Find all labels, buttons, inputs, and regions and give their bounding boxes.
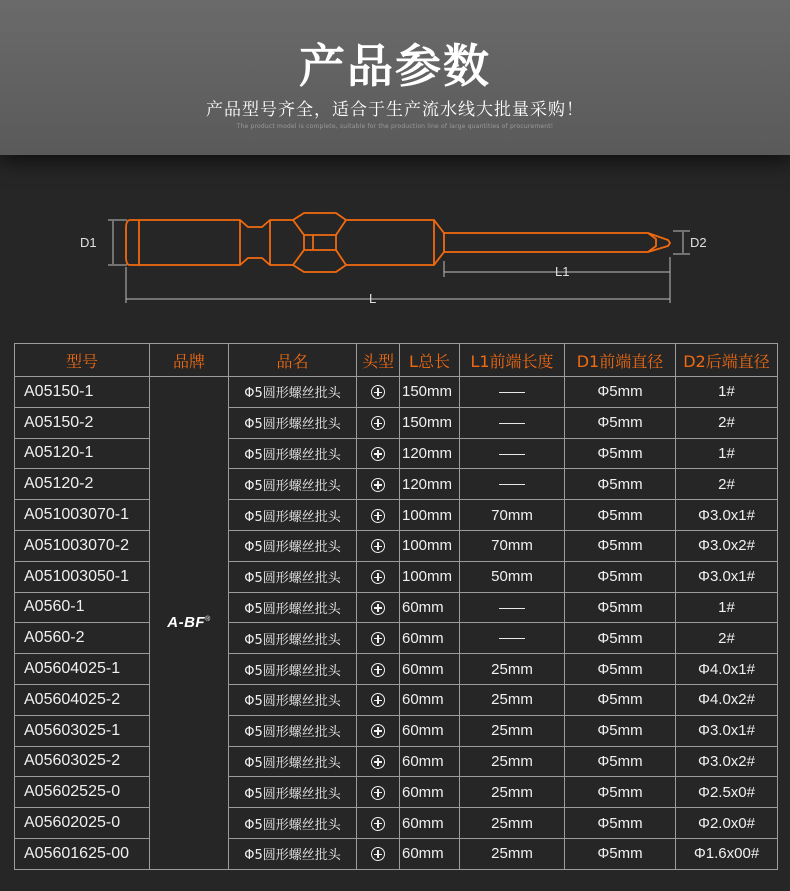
phillips-cross-icon bbox=[371, 601, 385, 615]
head-type-cell bbox=[357, 777, 400, 808]
table-row bbox=[15, 500, 778, 531]
model-cell: A051003050-1 bbox=[15, 561, 150, 592]
page-subtitle: 产品型号齐全，适合于生产流水线大批量采购！ bbox=[206, 100, 584, 120]
d1-cell: Φ5mm bbox=[565, 561, 676, 592]
table-row bbox=[15, 808, 778, 839]
empty-dash bbox=[499, 484, 525, 485]
total-length-cell: 150mm bbox=[400, 407, 460, 438]
head-type-cell bbox=[357, 438, 400, 469]
head-type-cell bbox=[357, 654, 400, 685]
l1-cell bbox=[460, 469, 565, 500]
d2-cell: 1# bbox=[676, 438, 778, 469]
l1-cell: 25mm bbox=[460, 777, 565, 808]
d1-cell: Φ5mm bbox=[565, 438, 676, 469]
phillips-cross-icon bbox=[371, 509, 385, 523]
d1-cell: Φ5mm bbox=[565, 377, 676, 408]
phillips-cross-icon bbox=[371, 447, 385, 461]
d1-cell: Φ5mm bbox=[565, 746, 676, 777]
empty-dash bbox=[499, 454, 525, 455]
model-cell: A05602525-0 bbox=[15, 777, 150, 808]
empty-dash bbox=[499, 392, 525, 393]
d2-cell: Φ4.0x2# bbox=[676, 684, 778, 715]
l1-cell: 70mm bbox=[460, 530, 565, 561]
phillips-cross-icon bbox=[371, 539, 385, 553]
total-length-cell: 60mm bbox=[400, 623, 460, 654]
product-name-cell: Φ5圆形螺丝批头 bbox=[229, 469, 357, 500]
l1-cell: 70mm bbox=[460, 500, 565, 531]
head-type-cell bbox=[357, 592, 400, 623]
table-row bbox=[15, 438, 778, 469]
empty-dash bbox=[499, 423, 525, 424]
total-length-cell: 60mm bbox=[400, 684, 460, 715]
total-length-cell: 120mm bbox=[400, 469, 460, 500]
total-length-cell: 60mm bbox=[400, 715, 460, 746]
d1-cell: Φ5mm bbox=[565, 623, 676, 654]
d2-cell: 2# bbox=[676, 407, 778, 438]
product-name-cell: Φ5圆形螺丝批头 bbox=[229, 654, 357, 685]
total-length-cell: 100mm bbox=[400, 500, 460, 531]
d2-cell: Φ3.0x2# bbox=[676, 746, 778, 777]
header-banner bbox=[0, 0, 790, 155]
table-row bbox=[15, 592, 778, 623]
model-cell: A051003070-2 bbox=[15, 530, 150, 561]
table-row bbox=[15, 407, 778, 438]
l1-cell: 50mm bbox=[460, 561, 565, 592]
diagram-label-l1: L1 bbox=[555, 264, 570, 279]
page-subtitle-english: The product model is complete, suitable for the production line of large quantities of procurement! bbox=[236, 123, 554, 130]
column-header-model: 型号 bbox=[15, 344, 150, 377]
diagram-label-d1: D1 bbox=[80, 235, 97, 250]
table-row bbox=[15, 561, 778, 592]
table-row bbox=[15, 746, 778, 777]
table-row bbox=[15, 777, 778, 808]
table-row bbox=[15, 715, 778, 746]
total-length-cell: 100mm bbox=[400, 530, 460, 561]
product-name-cell: Φ5圆形螺丝批头 bbox=[229, 407, 357, 438]
d1-cell: Φ5mm bbox=[565, 592, 676, 623]
brand-logo-text: A-BF bbox=[167, 614, 206, 632]
head-type-cell bbox=[357, 377, 400, 408]
head-type-cell bbox=[357, 838, 400, 869]
phillips-cross-icon bbox=[371, 724, 385, 738]
product-name-cell: Φ5圆形螺丝批头 bbox=[229, 746, 357, 777]
spec-table-header bbox=[15, 344, 778, 377]
phillips-cross-icon bbox=[371, 416, 385, 430]
column-header-l1: L1前端长度 bbox=[460, 344, 565, 377]
head-type-cell bbox=[357, 530, 400, 561]
d1-cell: Φ5mm bbox=[565, 777, 676, 808]
total-length-cell: 60mm bbox=[400, 746, 460, 777]
product-name-cell: Φ5圆形螺丝批头 bbox=[229, 838, 357, 869]
screwdriver-bit-drawing bbox=[0, 195, 790, 320]
total-length-cell: 120mm bbox=[400, 438, 460, 469]
d2-cell: Φ3.0x1# bbox=[676, 561, 778, 592]
d2-cell: 1# bbox=[676, 377, 778, 408]
model-cell: A05150-2 bbox=[15, 407, 150, 438]
d2-cell: 2# bbox=[676, 469, 778, 500]
model-cell: A05120-2 bbox=[15, 469, 150, 500]
l1-cell bbox=[460, 377, 565, 408]
spec-table-body bbox=[15, 377, 778, 870]
total-length-cell: 100mm bbox=[400, 561, 460, 592]
phillips-cross-icon bbox=[371, 817, 385, 831]
d1-cell: Φ5mm bbox=[565, 500, 676, 531]
d1-cell: Φ5mm bbox=[565, 684, 676, 715]
total-length-cell: 60mm bbox=[400, 654, 460, 685]
l1-cell: 25mm bbox=[460, 808, 565, 839]
page-title: 产品参数 bbox=[299, 39, 491, 93]
model-cell: A05602025-0 bbox=[15, 808, 150, 839]
head-type-cell bbox=[357, 808, 400, 839]
phillips-cross-icon bbox=[371, 632, 385, 646]
table-row bbox=[15, 377, 778, 408]
column-header-name: 品名 bbox=[229, 344, 357, 377]
table-row bbox=[15, 469, 778, 500]
total-length-cell: 60mm bbox=[400, 808, 460, 839]
model-cell: A05604025-1 bbox=[15, 654, 150, 685]
l1-cell bbox=[460, 407, 565, 438]
product-name-cell: Φ5圆形螺丝批头 bbox=[229, 530, 357, 561]
d1-cell: Φ5mm bbox=[565, 530, 676, 561]
spec-table bbox=[14, 343, 778, 870]
d2-cell: 2# bbox=[676, 623, 778, 654]
column-header-d1: D1前端直径 bbox=[565, 344, 676, 377]
d2-cell: Φ3.0x1# bbox=[676, 715, 778, 746]
head-type-cell bbox=[357, 469, 400, 500]
model-cell: A0560-1 bbox=[15, 592, 150, 623]
phillips-cross-icon bbox=[371, 786, 385, 800]
d1-cell: Φ5mm bbox=[565, 407, 676, 438]
product-name-cell: Φ5圆形螺丝批头 bbox=[229, 592, 357, 623]
l1-cell bbox=[460, 438, 565, 469]
product-name-cell: Φ5圆形螺丝批头 bbox=[229, 715, 357, 746]
model-cell: A05150-1 bbox=[15, 377, 150, 408]
head-type-cell bbox=[357, 684, 400, 715]
registered-mark: ® bbox=[205, 616, 211, 624]
d1-cell: Φ5mm bbox=[565, 715, 676, 746]
l1-cell: 25mm bbox=[460, 654, 565, 685]
model-cell: A0560-2 bbox=[15, 623, 150, 654]
table-row bbox=[15, 654, 778, 685]
bit-dimension-diagram bbox=[0, 195, 790, 320]
head-type-cell bbox=[357, 561, 400, 592]
l1-cell bbox=[460, 592, 565, 623]
total-length-cell: 60mm bbox=[400, 592, 460, 623]
product-name-cell: Φ5圆形螺丝批头 bbox=[229, 684, 357, 715]
product-name-cell: Φ5圆形螺丝批头 bbox=[229, 777, 357, 808]
table-row bbox=[15, 530, 778, 561]
phillips-cross-icon bbox=[371, 478, 385, 492]
product-name-cell: Φ5圆形螺丝批头 bbox=[229, 808, 357, 839]
total-length-cell: 60mm bbox=[400, 777, 460, 808]
l1-cell: 25mm bbox=[460, 684, 565, 715]
brand-logo bbox=[167, 614, 211, 631]
product-name-cell: Φ5圆形螺丝批头 bbox=[229, 377, 357, 408]
empty-dash bbox=[499, 608, 525, 609]
model-cell: A05601625-00 bbox=[15, 838, 150, 869]
l1-cell bbox=[460, 623, 565, 654]
total-length-cell: 150mm bbox=[400, 377, 460, 408]
head-type-cell bbox=[357, 407, 400, 438]
product-name-cell: Φ5圆形螺丝批头 bbox=[229, 561, 357, 592]
d2-cell: Φ4.0x1# bbox=[676, 654, 778, 685]
phillips-cross-icon bbox=[371, 755, 385, 769]
product-name-cell: Φ5圆形螺丝批头 bbox=[229, 623, 357, 654]
model-cell: A05604025-2 bbox=[15, 684, 150, 715]
head-type-cell bbox=[357, 623, 400, 654]
column-header-brand: 品牌 bbox=[150, 344, 229, 377]
phillips-cross-icon bbox=[371, 663, 385, 677]
d1-cell: Φ5mm bbox=[565, 654, 676, 685]
diagram-label-l: L bbox=[369, 291, 377, 306]
d2-cell: Φ2.5x0# bbox=[676, 777, 778, 808]
table-row bbox=[15, 838, 778, 869]
d2-cell: 1# bbox=[676, 592, 778, 623]
d2-cell: Φ3.0x1# bbox=[676, 500, 778, 531]
table-row bbox=[15, 684, 778, 715]
column-header-total-length: L总长 bbox=[400, 344, 460, 377]
product-name-cell: Φ5圆形螺丝批头 bbox=[229, 438, 357, 469]
head-type-cell bbox=[357, 500, 400, 531]
d2-cell: Φ1.6x00# bbox=[676, 838, 778, 869]
l1-cell: 25mm bbox=[460, 746, 565, 777]
d1-cell: Φ5mm bbox=[565, 469, 676, 500]
model-cell: A05120-1 bbox=[15, 438, 150, 469]
diagram-label-d2: D2 bbox=[690, 235, 707, 250]
header-row bbox=[15, 344, 778, 377]
head-type-cell bbox=[357, 715, 400, 746]
table-row bbox=[15, 623, 778, 654]
model-cell: A05603025-2 bbox=[15, 746, 150, 777]
product-name-cell: Φ5圆形螺丝批头 bbox=[229, 500, 357, 531]
empty-dash bbox=[499, 638, 525, 639]
d2-cell: Φ2.0x0# bbox=[676, 808, 778, 839]
head-type-cell bbox=[357, 746, 400, 777]
phillips-cross-icon bbox=[371, 570, 385, 584]
model-cell: A05603025-1 bbox=[15, 715, 150, 746]
l1-cell: 25mm bbox=[460, 838, 565, 869]
d1-cell: Φ5mm bbox=[565, 808, 676, 839]
l1-cell: 25mm bbox=[460, 715, 565, 746]
phillips-cross-icon bbox=[371, 847, 385, 861]
column-header-head-type: 头型 bbox=[357, 344, 400, 377]
phillips-cross-icon bbox=[371, 385, 385, 399]
d1-cell: Φ5mm bbox=[565, 838, 676, 869]
total-length-cell: 60mm bbox=[400, 838, 460, 869]
d2-cell: Φ3.0x2# bbox=[676, 530, 778, 561]
column-header-d2: D2后端直径 bbox=[676, 344, 778, 377]
phillips-cross-icon bbox=[371, 693, 385, 707]
brand-cell bbox=[150, 377, 229, 870]
model-cell: A051003070-1 bbox=[15, 500, 150, 531]
